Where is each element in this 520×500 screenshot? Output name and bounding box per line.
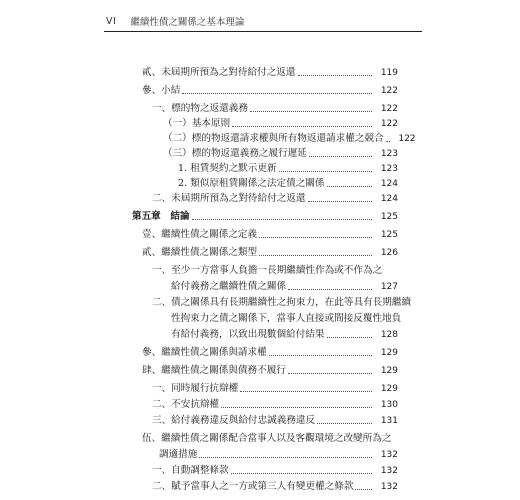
toc-entry — [171, 311, 401, 325]
dot-leader — [231, 473, 372, 474]
toc-chapter-heading — [132, 209, 398, 223]
toc-entry-title: 一、同時履行抗辯權 — [152, 383, 239, 394]
dot-leader — [288, 289, 372, 290]
dot-leader — [308, 201, 373, 202]
toc-page-number: 122 — [380, 86, 398, 96]
toc-entry — [152, 463, 398, 477]
toc-entry-title: 一、自動調整條款 — [152, 465, 229, 476]
book-title: 繼續性債之關係之基本理論 — [130, 17, 245, 28]
toc-page-number: 132 — [380, 466, 398, 476]
toc-entry-title: 二、不安抗辯權 — [152, 399, 220, 410]
toc-entry — [152, 397, 398, 411]
toc-page-number: 122 — [380, 119, 398, 129]
toc-entry-title: 貳、繼續性債之關係之類型 — [142, 247, 258, 258]
dot-leader — [250, 111, 372, 112]
toc-entry-title: 性拘束力之債之關係下，當事人直接或間接反覆性地負 — [171, 313, 402, 324]
dot-leader — [259, 255, 372, 256]
dot-leader — [182, 93, 372, 94]
toc-page-number: 130 — [380, 400, 398, 410]
toc-entry-title: 一、標的物之返還義務 — [152, 103, 248, 114]
toc-page-number: 122 — [398, 134, 416, 144]
toc-entry — [171, 279, 398, 293]
toc-entry — [142, 83, 398, 97]
dot-leader — [192, 219, 372, 220]
toc-entry — [142, 345, 398, 359]
dot-leader — [317, 423, 372, 424]
toc-entry-title: 三、給付義務違反與給付忠誠義務違反 — [152, 415, 316, 426]
dot-leader — [327, 337, 373, 338]
toc-entry-title: 參、繼續性債之關係與請求權 — [142, 347, 267, 358]
toc-entry — [152, 101, 398, 115]
toc-page-number: 122 — [380, 104, 398, 114]
dot-leader — [221, 407, 372, 408]
dot-leader — [259, 237, 372, 238]
toc-entry-title: 壹、繼續性債之關係之定義 — [142, 229, 258, 240]
dot-leader — [309, 156, 372, 157]
toc-entry — [142, 65, 398, 79]
toc-entry — [152, 479, 398, 493]
toc-entry-title: 調適措施 — [159, 449, 198, 460]
toc-entry-title: （一）基本原則 — [163, 118, 231, 129]
toc-entry — [142, 245, 398, 259]
toc-entry-title: 肆、繼續性債之關係與債務不履行 — [142, 365, 286, 376]
toc-entry — [142, 227, 398, 241]
toc-entry-title: 二、賦予當事人之一方或第三人有變更權之條款 — [152, 481, 354, 492]
dot-leader — [288, 373, 372, 374]
toc-entry-title: （三）標的物返還義務之履行遲延 — [163, 148, 307, 159]
toc-page-number: 127 — [380, 282, 398, 292]
toc-entry-title: 伍、繼續性債之關係配合當事人以及客觀環境之改變所為之 — [142, 433, 392, 444]
dot-leader — [269, 355, 372, 356]
toc-page-number: 124 — [380, 194, 398, 204]
toc-entry — [163, 131, 416, 145]
toc-entry — [171, 327, 398, 341]
toc-entry — [152, 263, 382, 277]
toc-page-number: 123 — [380, 149, 398, 159]
toc-entry — [178, 176, 398, 190]
toc-page-number: 125 — [380, 212, 398, 222]
dot-leader — [279, 171, 372, 172]
toc-page-number: 124 — [380, 179, 398, 189]
toc-page-number: 132 — [380, 482, 398, 492]
toc-entry-title: 一、至少一方當事人負擔一長期繼續性作為或不作為之 — [152, 265, 383, 276]
toc-entry-title: 第五章 結論 — [132, 211, 190, 222]
toc-page-number: 125 — [380, 230, 398, 240]
toc-entry — [163, 116, 398, 130]
toc-page-number: 131 — [380, 416, 398, 426]
toc-page-number: 129 — [380, 384, 398, 394]
toc-entry — [159, 447, 398, 461]
toc-page-number: 132 — [380, 450, 398, 460]
toc-entry — [142, 363, 398, 377]
dot-leader — [240, 391, 372, 392]
toc-entry-title: 有給付義務，以致出現數個給付結果 — [171, 329, 325, 340]
toc-entry-title: 給付義務之繼續性債之關係 — [171, 281, 287, 292]
toc-entry-title: 參、小結 — [142, 85, 181, 96]
dot-leader — [232, 126, 372, 127]
toc-entry — [152, 191, 398, 205]
toc-entry-title: 二、債之關係具有長期繼續性之拘束力，在此等具有長期繼續 — [152, 297, 412, 308]
toc-entry — [152, 413, 398, 427]
toc-entry — [163, 146, 398, 160]
toc-entry-title: 二、未屆期所預為之對待給付之返還 — [152, 193, 306, 204]
toc-entry-title: 2. 類似原租賃關係之法定債之關係 — [178, 178, 325, 189]
dot-leader — [386, 141, 390, 142]
toc-entry-title: （二）標的物返還請求權與所有物返還請求權之競合 — [163, 133, 384, 144]
toc-entry — [152, 295, 411, 309]
toc-entry — [152, 381, 398, 395]
toc-page-number: 129 — [380, 366, 398, 376]
page-folio: VI — [106, 15, 117, 27]
toc-entry-title: 1. 租賃契約之默示更新 — [178, 163, 277, 174]
toc-entry-title: 貳、未屆期所預為之對待給付之返還 — [142, 67, 296, 78]
toc-entry — [178, 161, 398, 175]
dot-leader — [327, 186, 372, 187]
toc-page-number: 129 — [380, 348, 398, 358]
toc-entry — [142, 431, 391, 445]
toc-page-number: 126 — [380, 248, 398, 258]
toc-page-number: 128 — [380, 330, 398, 340]
toc-page-number: 123 — [380, 164, 398, 174]
dot-leader — [199, 457, 372, 458]
dot-leader — [355, 489, 372, 490]
toc-page-number: 119 — [380, 68, 398, 78]
dot-leader — [298, 75, 373, 76]
